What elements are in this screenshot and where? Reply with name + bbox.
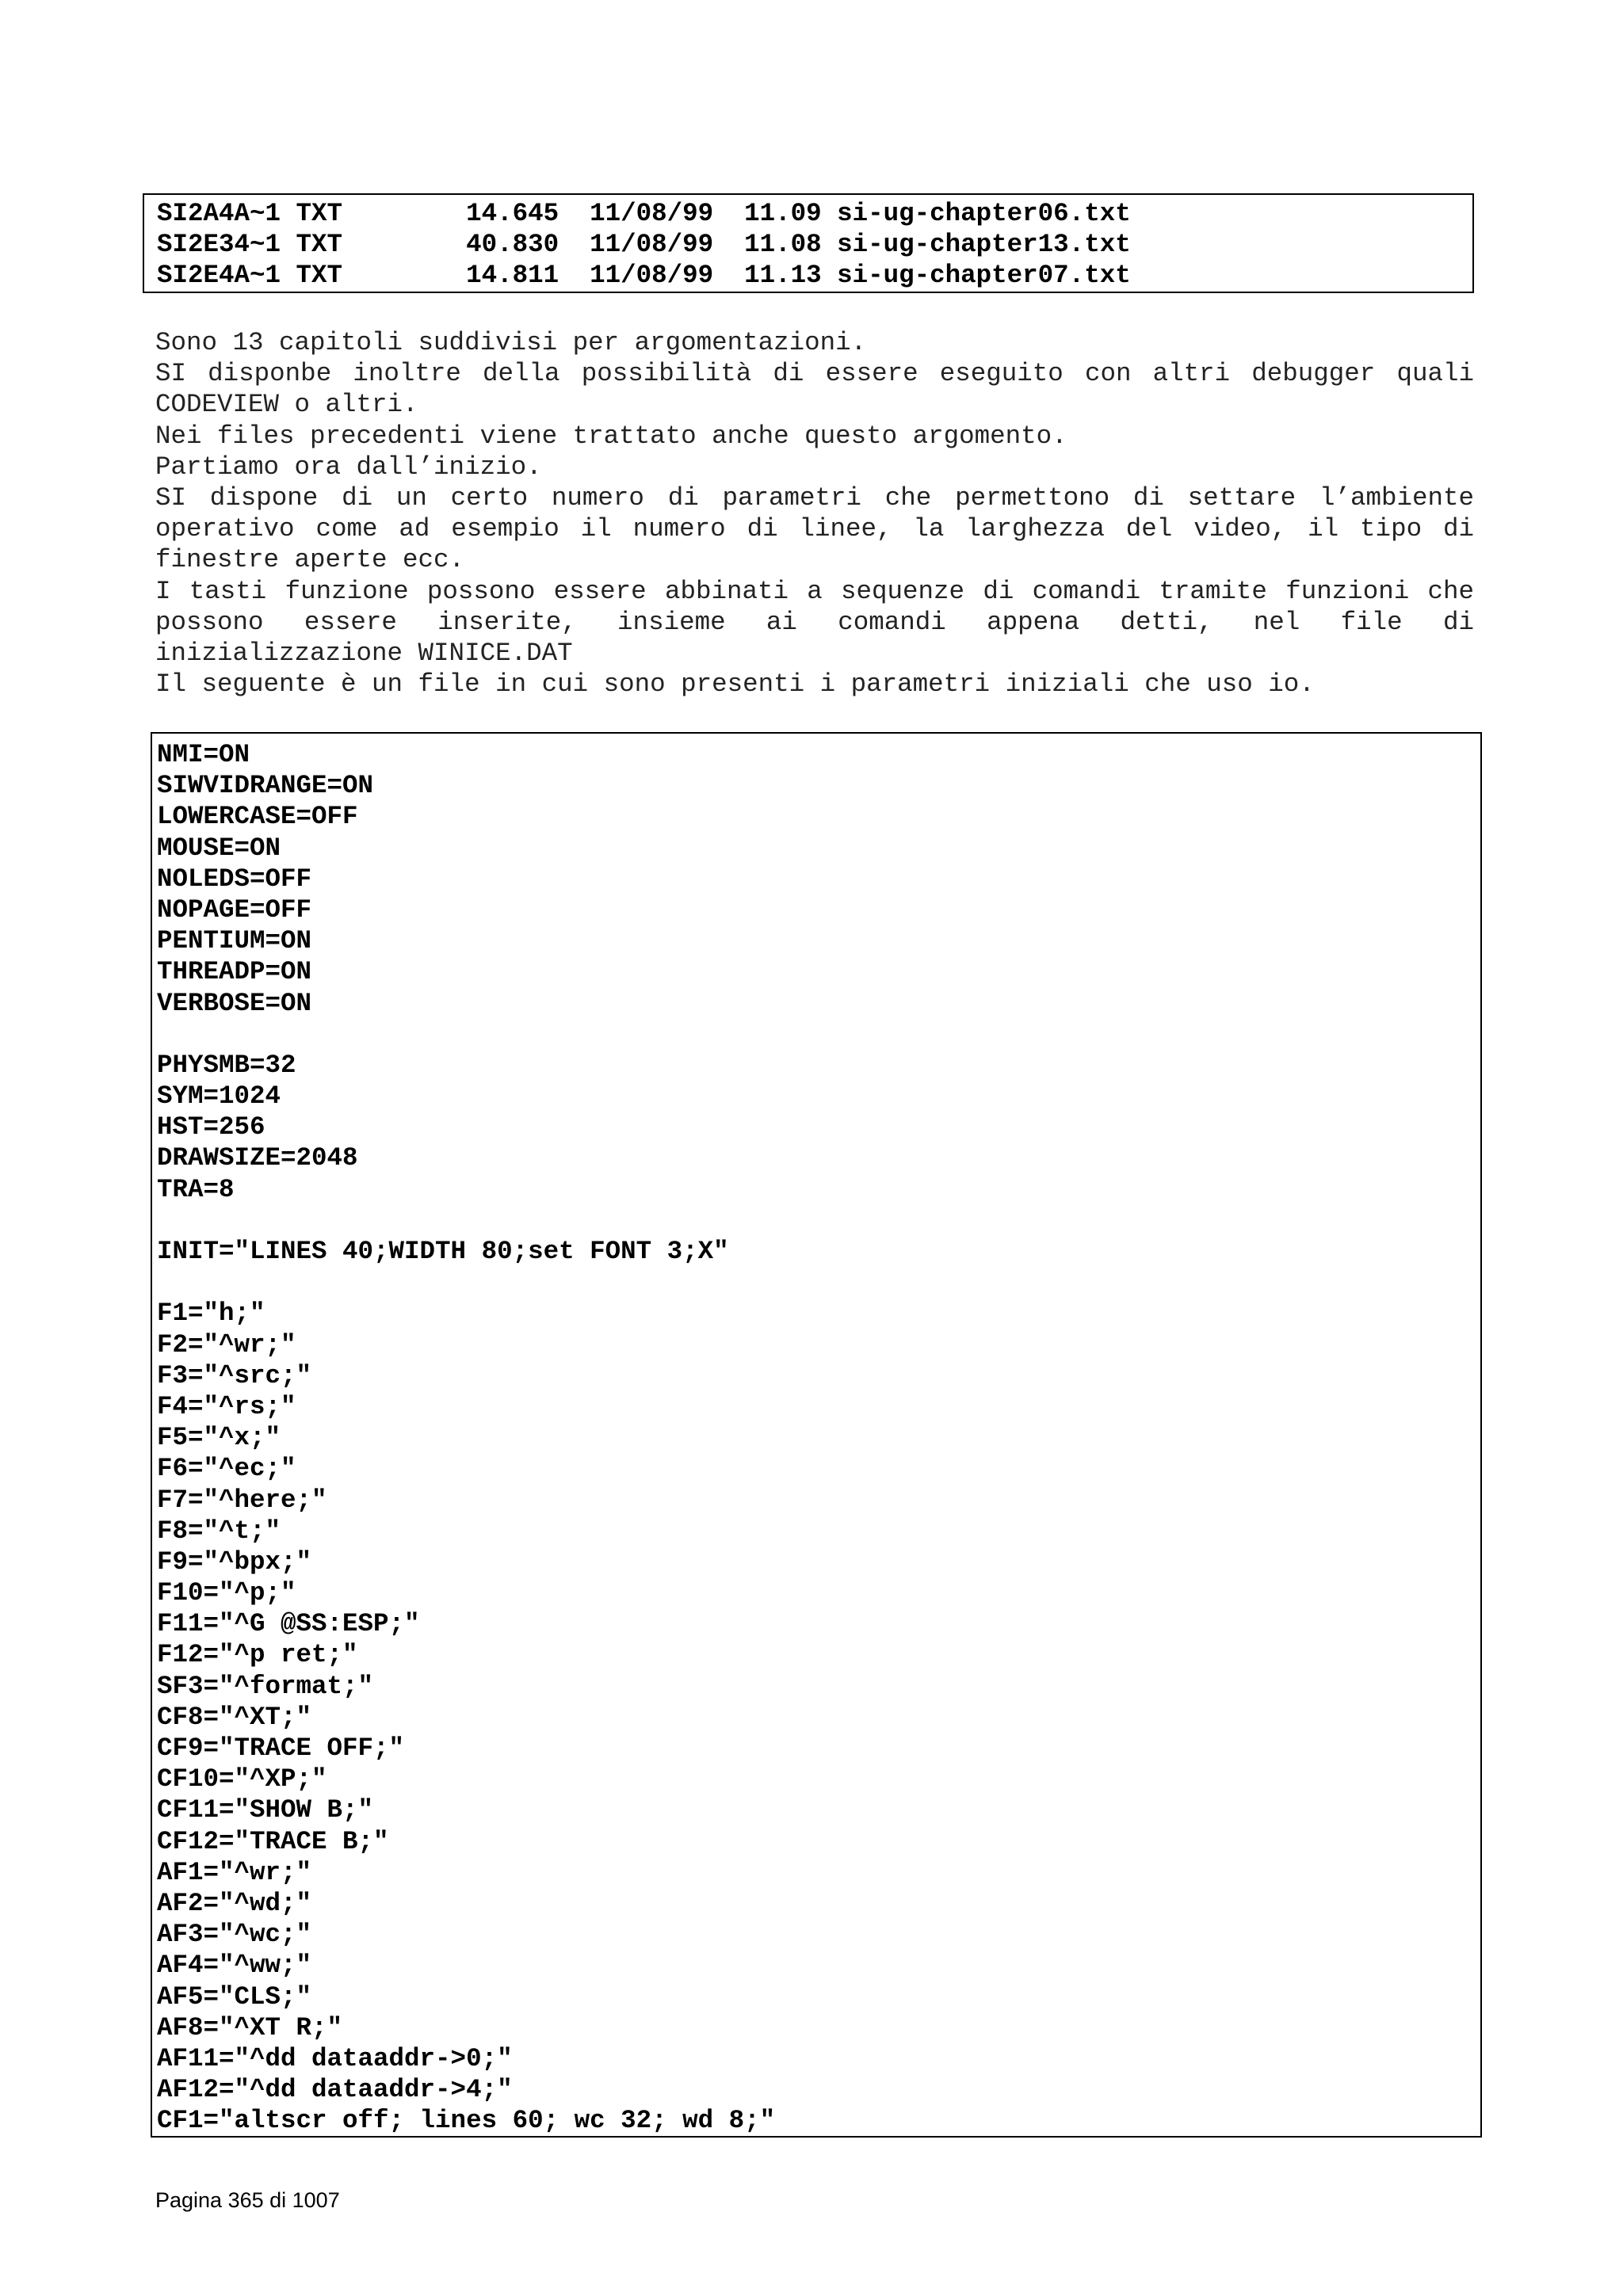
paragraph: Partiamo ora dall’inizio.	[155, 452, 542, 482]
page-number: Pagina 365 di 1007	[155, 2188, 340, 2212]
file-row: SI2E34~1 TXT 40.830 11/08/99 11.08 si-ug-chapter13.txt	[157, 230, 1131, 259]
config-key-binding-line: F3="^src;"	[157, 1360, 312, 1390]
config-key-binding-line: F8="^t;"	[157, 1516, 281, 1546]
file-row: SI2A4A~1 TXT 14.645 11/08/99 11.09 si-ug-chapter06.txt	[157, 199, 1131, 228]
config-file-box	[151, 732, 1482, 2138]
config-keys-group	[157, 1298, 1480, 2136]
config-size-line: HST=256	[157, 1112, 265, 1142]
config-key-binding-line: F11="^G @SS:ESP;"	[157, 1609, 420, 1639]
paragraph: I tasti funzione possono essere abbinati a sequenze di comandi tramite funzioni che possono essere inserite, insieme ai comandi appena detti, nel file di inizializzazione WINICE.DAT	[155, 576, 1474, 669]
config-key-binding-line: CF12="TRACE B;"	[157, 1826, 389, 1856]
config-sizes-group	[157, 1050, 1480, 1205]
config-flags-group	[157, 739, 1480, 1019]
config-init-group	[157, 1236, 1480, 1267]
config-key-binding-line: F4="^rs;"	[157, 1391, 296, 1421]
config-key-binding-line: F6="^ec;"	[157, 1454, 296, 1484]
config-key-binding-line: AF11="^dd dataaddr->0;"	[157, 2043, 513, 2073]
config-key-binding-line: CF10="^XP;"	[157, 1764, 327, 1794]
config-flag-line: PENTIUM=ON	[157, 926, 312, 956]
body-text	[155, 327, 1474, 700]
paragraph: SI disponbe inoltre della possibilità di essere eseguito con altri debugger quali CODEVIEW o altri.	[155, 359, 1474, 420]
config-flag-line: NOLEDS=OFF	[157, 864, 312, 894]
config-key-binding-line: AF2="^wd;"	[157, 1888, 312, 1918]
config-key-binding-line: F9="^bpx;"	[157, 1547, 312, 1577]
config-key-binding-line: AF4="^ww;"	[157, 1951, 312, 1981]
file-row: SI2E4A~1 TXT 14.811 11/08/99 11.13 si-ug-chapter07.txt	[157, 261, 1131, 290]
paragraph: Il seguente è un file in cui sono presenti i parametri iniziali che uso io.	[155, 669, 1315, 700]
config-key-binding-line: SF3="^format;"	[157, 1671, 374, 1701]
config-key-binding-line: F1="h;"	[157, 1299, 265, 1329]
config-key-binding-line: AF12="^dd dataaddr->4;"	[157, 2075, 513, 2105]
config-key-binding-line: F2="^wr;"	[157, 1329, 296, 1360]
config-init-line: INIT="LINES 40;WIDTH 80;set FONT 3;X"	[157, 1237, 729, 1266]
config-flag-line: NMI=ON	[157, 740, 250, 769]
config-key-binding-line: CF8="^XT;"	[157, 1702, 312, 1732]
paragraph: Sono 13 capitoli suddivisi per argomentazioni.	[155, 328, 867, 357]
config-size-line: DRAWSIZE=2048	[157, 1143, 358, 1173]
config-size-line: TRA=8	[157, 1174, 235, 1204]
config-flag-line: NOPAGE=OFF	[157, 894, 312, 925]
config-key-binding-line: F7="^here;"	[157, 1485, 327, 1515]
paragraph: SI dispone di un certo numero di parametri che permettono di settare l’ambiente operativo come ad esempio il numero di linee, la larghezza del video, il tipo di finestre aperte ecc.	[155, 483, 1474, 575]
config-key-binding-line: F12="^p ret;"	[157, 1640, 358, 1670]
config-key-binding-line: CF9="TRACE OFF;"	[157, 1733, 405, 1763]
paragraph: Nei files precedenti viene trattato anche questo argomento.	[155, 421, 1067, 451]
config-key-binding-line: AF1="^wr;"	[157, 1857, 312, 1887]
config-key-binding-line: F5="^x;"	[157, 1423, 281, 1453]
config-flag-line: SIWVIDRANGE=ON	[157, 771, 374, 801]
config-key-binding-line: CF1="altscr off; lines 60; wc 32; wd 8;"	[157, 2106, 776, 2136]
file-listing-box	[143, 193, 1474, 293]
config-key-binding-line: AF8="^XT R;"	[157, 2012, 343, 2042]
config-flag-line: MOUSE=ON	[157, 833, 281, 863]
config-flag-line: VERBOSE=ON	[157, 988, 312, 1018]
config-size-line: SYM=1024	[157, 1081, 281, 1112]
config-size-line: PHYSMB=32	[157, 1050, 296, 1080]
config-flag-line: LOWERCASE=OFF	[157, 802, 358, 832]
config-key-binding-line: F10="^p;"	[157, 1578, 296, 1608]
config-key-binding-line: CF11="SHOW B;"	[157, 1795, 374, 1825]
config-key-binding-line: AF3="^wc;"	[157, 1920, 312, 1950]
config-key-binding-line: AF5="CLS;"	[157, 1981, 312, 2012]
config-flag-line: THREADP=ON	[157, 957, 312, 987]
